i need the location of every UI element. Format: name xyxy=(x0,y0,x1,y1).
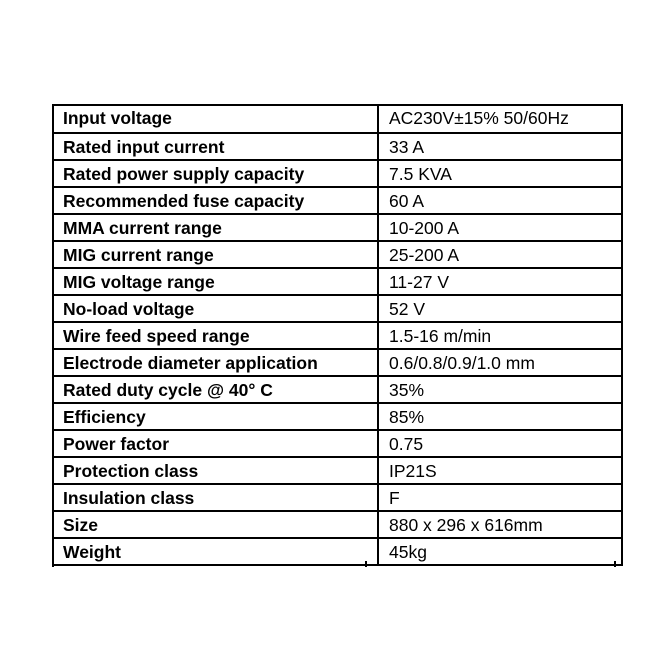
spec-label: Rated input current xyxy=(53,133,378,160)
spec-row-insulation-class xyxy=(53,484,622,511)
spec-label: Rated duty cycle @ 40° C xyxy=(53,376,378,403)
spec-value: 25-200 A xyxy=(378,241,622,268)
spec-label: Power factor xyxy=(53,430,378,457)
spec-row-power-factor xyxy=(53,430,622,457)
spec-value: 10-200 A xyxy=(378,214,622,241)
spec-label: Insulation class xyxy=(53,484,378,511)
spec-row-mig-voltage-range xyxy=(53,268,622,295)
spec-label: Input voltage xyxy=(53,105,378,133)
spec-row-mma-current-range xyxy=(53,214,622,241)
spec-value: 33 A xyxy=(378,133,622,160)
spec-label: Recommended fuse capacity xyxy=(53,187,378,214)
spec-row-recommended-fuse-capacity xyxy=(53,187,622,214)
spec-row-input-voltage xyxy=(53,105,622,133)
spec-row-rated-power-supply-capacity xyxy=(53,160,622,187)
spec-value: 880 x 296 x 616mm xyxy=(378,511,622,538)
spec-value: 85% xyxy=(378,403,622,430)
spec-row-protection-class xyxy=(53,457,622,484)
spec-row-mig-current-range xyxy=(53,241,622,268)
spec-row-efficiency xyxy=(53,403,622,430)
spec-row-no-load-voltage xyxy=(53,295,622,322)
spec-label: Protection class xyxy=(53,457,378,484)
spec-row-electrode-diameter-application xyxy=(53,349,622,376)
spec-value: 0.6/0.8/0.9/1.0 mm xyxy=(378,349,622,376)
spec-value: F xyxy=(378,484,622,511)
spec-label: MMA current range xyxy=(53,214,378,241)
spec-value: 60 A xyxy=(378,187,622,214)
spec-value: 45kg xyxy=(378,538,622,565)
spec-value: 0.75 xyxy=(378,430,622,457)
table-edge-line-left xyxy=(52,561,54,567)
spec-value: 52 V xyxy=(378,295,622,322)
spec-label: Efficiency xyxy=(53,403,378,430)
table-edge-line-right xyxy=(614,561,616,567)
spec-label: Wire feed speed range xyxy=(53,322,378,349)
spec-label: Rated power supply capacity xyxy=(53,160,378,187)
spec-label: MIG current range xyxy=(53,241,378,268)
spec-label: No-load voltage xyxy=(53,295,378,322)
spec-label: Size xyxy=(53,511,378,538)
spec-value: 11-27 V xyxy=(378,268,622,295)
spec-value: 1.5-16 m/min xyxy=(378,322,622,349)
spec-value: IP21S xyxy=(378,457,622,484)
spec-row-rated-duty-cycle xyxy=(53,376,622,403)
spec-label: Electrode diameter application xyxy=(53,349,378,376)
table-edge-line-middle xyxy=(365,561,367,567)
spec-label: MIG voltage range xyxy=(53,268,378,295)
spec-label: Weight xyxy=(53,538,378,565)
table-bottom-edge xyxy=(52,561,616,567)
spec-row-size xyxy=(53,511,622,538)
spec-value: 35% xyxy=(378,376,622,403)
spec-value: AC230V±15% 50/60Hz xyxy=(378,105,622,133)
spec-row-wire-feed-speed-range xyxy=(53,322,622,349)
specifications-table xyxy=(52,104,623,566)
spec-row-rated-input-current xyxy=(53,133,622,160)
spec-value: 7.5 KVA xyxy=(378,160,622,187)
